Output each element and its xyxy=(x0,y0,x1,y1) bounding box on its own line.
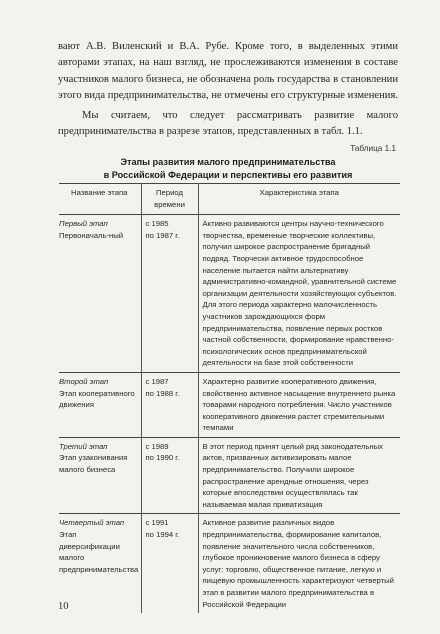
stage-name-cell xyxy=(59,372,141,437)
stage-title: Этап диверсификации малого предпринимательства xyxy=(59,530,139,574)
table-row xyxy=(59,437,400,514)
stage-name-cell xyxy=(59,215,141,373)
period-from: с 1985 xyxy=(145,219,169,229)
stage-label: Второй этап xyxy=(59,376,109,386)
paragraph-continuation: вают А.В. Виленский и В.А. Рубе. Кроме того, в выделенных этими авторами этапах, на наш взгляд, не прослеживаются изменения в составе участников малого бизнеса, не обозначена роль государства в становлении этого вида предпринимательства, не отмечены его структурные изменения. xyxy=(58,41,398,102)
stage-title: Этап кооперативного движения xyxy=(59,388,135,410)
period-cell xyxy=(141,215,198,373)
description-cell: Характерно развитие кооперативного движения, свойственно активное насыщение внутреннего рынка товарами народного потребления. Число участников кооперативного движения растет стремительными темпами xyxy=(198,372,400,437)
table-row xyxy=(59,514,400,613)
stage-label: Четвертый этап xyxy=(59,518,125,528)
page-number: 10 xyxy=(58,601,69,612)
period-to: по 1994 г. xyxy=(145,530,180,540)
stage-title: Этап узаконивания малого бизнеса xyxy=(59,453,128,475)
period-cell xyxy=(141,372,198,437)
stage-label: Первый этап xyxy=(59,219,108,229)
table-row xyxy=(59,215,400,373)
description-cell: В этот период принят целый ряд законодательных актов, призванных активизировать малое предпринимательство. Получили широкое распространение арендные отношения, через которые впоследствии осуществлялась так называемая малая приватизация xyxy=(198,437,400,514)
description-cell: Активно развиваются центры научно-технического творчества, временные творческие коллективы, получил широкое распространение бригадный подряд. Творчески активное трудоспособное население пытается найти альтернативу административно-командной, уравнительной системе организации деятельности хозяйствующих субъектов. Для этого периода характерно малочисленность участников зарождающихся форм предпринимательства, появление первых ростков частной собственности, формирование нравственно-психологических основ предпринимательской деятельности на базе этой собственности xyxy=(198,215,400,373)
period-to: по 1988 г. xyxy=(145,388,180,398)
table-header-row xyxy=(59,184,400,215)
stage-name-cell xyxy=(59,514,141,613)
paragraph-intro-table: Мы считаем, что следует рассматривать развитие малого предпринимательства в разрезе этапов, представленных в табл. 1.1. xyxy=(58,110,398,138)
table-title-line-2: в Российской Федерации и перспективы его развития xyxy=(103,169,353,180)
description-cell: Активное развитие различных видов предпринимательства, формирование капиталов, появление значительного числа собственников, глубокое проникновение малого бизнеса в сферу услуг: торговлю, общественное питание, легкую и пищевую промышленность характеризуют четвертый этап в развитии малого предпринимательства в Российской Федерации xyxy=(202,518,394,609)
table-row xyxy=(59,372,400,437)
period-cell xyxy=(141,437,198,514)
stage-name-cell xyxy=(59,437,141,514)
header-stage-name: Название этапа xyxy=(59,184,141,215)
table-title-line-1: Этапы развития малого предпринимательства xyxy=(120,157,336,167)
table-title xyxy=(58,156,398,181)
period-from: с 1989 xyxy=(145,441,169,451)
stages-table xyxy=(59,183,400,613)
period-to: по 1990 г. xyxy=(145,453,180,463)
stage-title: Первоначаль-ный xyxy=(59,230,124,240)
period-from: с 1991 xyxy=(145,518,169,528)
table-caption: Таблица 1.1 xyxy=(350,144,396,153)
header-description: Характеристика этапа xyxy=(198,184,400,215)
stage-label: Третий этап xyxy=(59,441,108,451)
header-period: Период времени xyxy=(141,184,198,215)
period-to: по 1987 г. xyxy=(145,230,180,240)
period-cell xyxy=(141,514,198,613)
period-from: с 1987 xyxy=(145,376,169,386)
